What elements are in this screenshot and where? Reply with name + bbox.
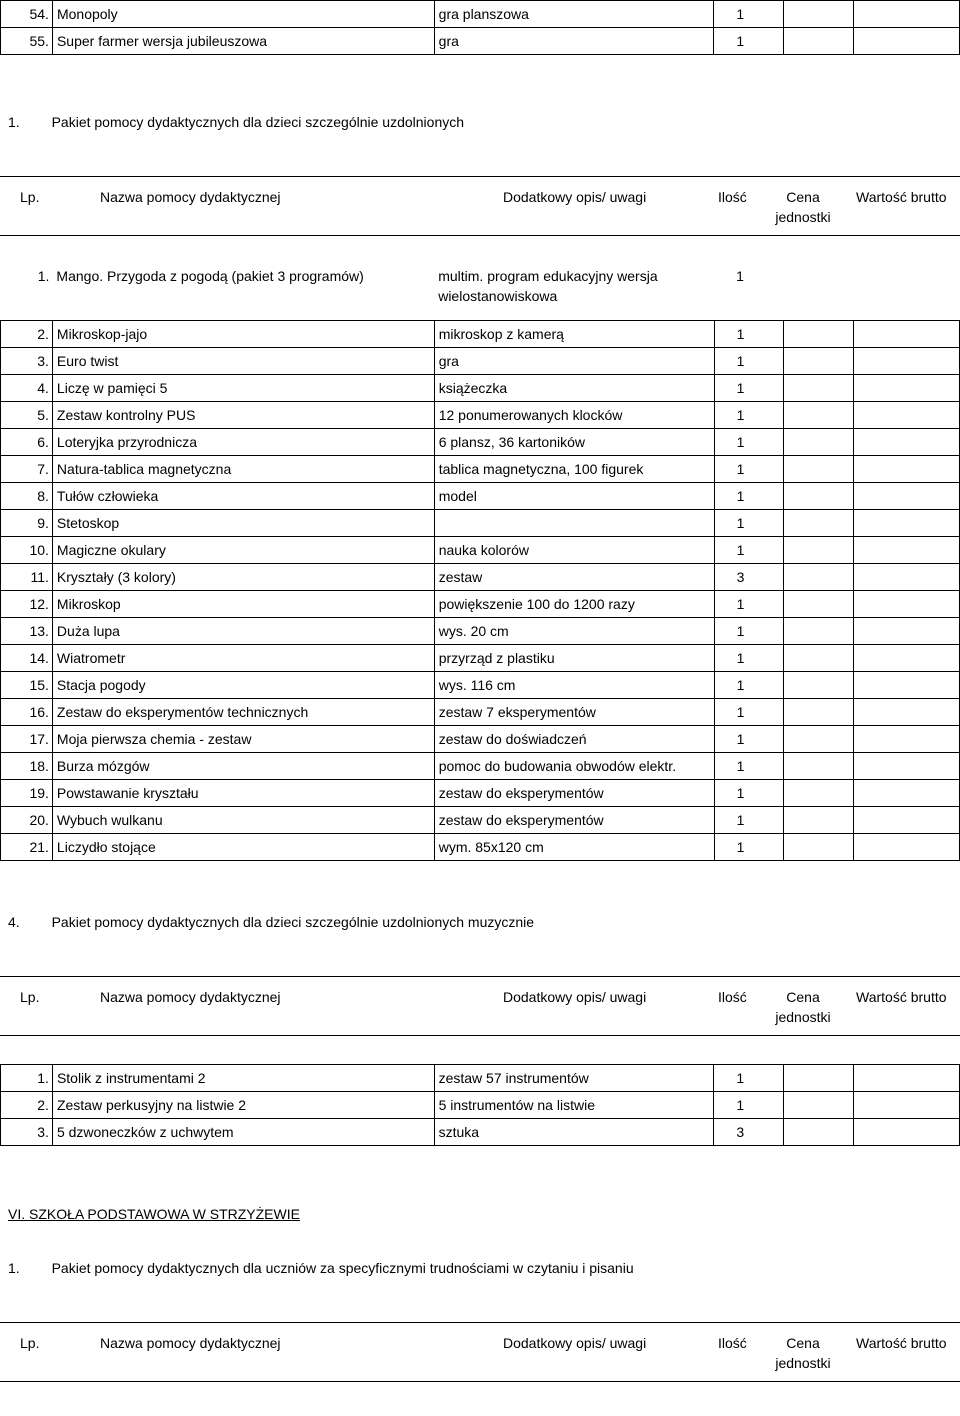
row-name: Tułów człowieka [52,483,434,510]
row-price [784,28,854,55]
row-desc: przyrząd z plastiku [434,645,714,672]
row-lp: 20. [1,807,53,834]
row-qty: 1 [714,807,784,834]
table-row [1,1,960,28]
table-row [1,375,960,402]
row-name: Mikroskop [52,591,434,618]
row-qty: 1 [714,537,784,564]
row-price [784,726,854,753]
table-row [1,402,960,429]
row-name: Natura-tablica magnetyczna [52,456,434,483]
header-name: Nazwa pomocy dydaktycznej [100,189,281,205]
section-text: Pakiet pomocy dydaktycznych dla dzieci szczególnie uzdolnionych [51,114,465,130]
table-row [1,483,960,510]
header-lp: Lp. [20,1335,40,1351]
row-price [784,645,854,672]
row-value [854,780,960,807]
row-lp: 7. [1,456,53,483]
row-lp: 54. [1,1,53,28]
row-value [854,591,960,618]
row-lp: 12. [1,591,53,618]
row-lp: 17. [1,726,53,753]
row-lp: 2. [1,321,53,348]
header-value: Wartość brutto [856,989,947,1005]
header-name: Nazwa pomocy dydaktycznej [100,989,281,1005]
row-value [854,834,960,861]
row-lp: 3. [1,348,53,375]
row-price [784,672,854,699]
table-row [1,429,960,456]
row-name: Stetoskop [52,510,434,537]
row-qty: 1 [714,28,784,55]
table-row [1,645,960,672]
row-desc: mikroskop z kamerą [434,321,714,348]
row-price [784,564,854,591]
row-desc: książeczka [434,375,714,402]
row-name: Wiatrometr [52,645,434,672]
table-row [1,780,960,807]
table-row [1,28,960,55]
row-price [784,348,854,375]
row-qty: 1 [714,402,784,429]
header-price: Cena jednostki [775,189,831,225]
row-price [784,375,854,402]
row-lp: 9. [1,510,53,537]
row-desc: sztuka [434,1119,714,1146]
table-header [0,1322,960,1382]
header-desc: Dodatkowy opis/ uwagi [503,189,647,205]
section-title [8,112,464,132]
row-lp: 19. [1,780,53,807]
row-name: 5 dzwoneczków z uchwytem [52,1119,434,1146]
row-value [854,348,960,375]
section-text: Pakiet pomocy dydaktycznych dla dzieci szczególnie uzdolnionych muzycznie [51,914,535,930]
row-value [854,262,960,321]
row-desc: zestaw do eksperymentów [434,780,714,807]
header-lp: Lp. [20,189,40,205]
row-desc: pomoc do budowania obwodów elektr. [434,753,714,780]
row-price [784,753,854,780]
row-qty: 1 [714,780,784,807]
header-lp: Lp. [20,989,40,1005]
header-qty: Ilość [718,189,747,205]
row-desc: zestaw do doświadczeń [434,726,714,753]
row-desc: wym. 85x120 cm [434,834,714,861]
row-value [854,429,960,456]
row-lp: 6. [1,429,53,456]
table-row [1,672,960,699]
row-value [854,618,960,645]
row-qty: 1 [714,510,784,537]
row-qty: 1 [714,645,784,672]
table-row [1,456,960,483]
row-qty: 1 [714,1092,784,1119]
row-price [784,780,854,807]
header-qty: Ilość [718,1335,747,1351]
row-qty: 1 [714,591,784,618]
top-rows-table [0,0,960,55]
row-price [784,262,854,321]
section-number: 1. [8,1260,20,1276]
row-qty: 1 [736,268,744,284]
row-lp: 13. [1,618,53,645]
row-name: Magiczne okulary [52,537,434,564]
row-name: Super farmer wersja jubileuszowa [52,28,434,55]
row-price [784,1119,854,1146]
row-desc: gra [434,28,714,55]
row-lp: 15. [1,672,53,699]
section-number: 1. [8,114,20,130]
row-qty: 1 [714,1065,784,1092]
table-row [1,510,960,537]
table-row [1,618,960,645]
table-row [1,348,960,375]
school-heading: VI. SZKOŁA PODSTAWOWA W STRZYŻEWIE [8,1206,300,1222]
header-value: Wartość brutto [856,1335,947,1351]
row-desc: gra planszowa [434,1,714,28]
row-value [854,28,960,55]
row-price [784,807,854,834]
row-value [854,1,960,28]
header-name: Nazwa pomocy dydaktycznej [100,1335,281,1351]
row-lp: 1. [37,268,50,284]
row-value [854,321,960,348]
row-lp: 10. [1,537,53,564]
row-value [854,564,960,591]
row-name: Moja pierwsza chemia - zestaw [52,726,434,753]
table-row [1,1119,960,1146]
row-value [854,1092,960,1119]
row-desc: gra [434,348,714,375]
row-price [784,834,854,861]
row-qty: 1 [714,456,784,483]
table-row [1,1065,960,1092]
row-price [784,1,854,28]
row-value [854,807,960,834]
row-lp: 14. [1,645,53,672]
row-name: Wybuch wulkanu [52,807,434,834]
row-price [784,1092,854,1119]
section-title [8,912,534,932]
header-qty: Ilość [718,989,747,1005]
row-name: Loteryjka przyrodnicza [52,429,434,456]
row-value [854,699,960,726]
row-qty: 1 [714,375,784,402]
row-name: Duża lupa [52,618,434,645]
row-name: Kryształy (3 kolory) [52,564,434,591]
row-lp: 1. [1,1065,53,1092]
row-desc: powiększenie 100 do 1200 razy [434,591,714,618]
section-title [8,1258,634,1278]
row-lp: 3. [1,1119,53,1146]
table-row [1,753,960,780]
row-value [854,402,960,429]
row-qty: 1 [714,321,784,348]
row-name: Zestaw do eksperymentów technicznych [52,699,434,726]
row-lp: 8. [1,483,53,510]
table-header [0,176,960,236]
row-desc: multim. program edukacyjny wersja wielostanowiskowa [438,268,658,304]
section-text: Pakiet pomocy dydaktycznych dla uczniów za specyficznymi trudnościami w czytaniu i pisaniu [51,1260,634,1276]
row-desc: wys. 20 cm [434,618,714,645]
row-value [854,510,960,537]
row-price [784,429,854,456]
row-qty: 1 [714,726,784,753]
row-desc: zestaw [434,564,714,591]
row-name: Mango. Przygoda z pogodą (pakiet 3 programów) [56,268,364,284]
row-qty: 1 [714,429,784,456]
header-price: Cena jednostki [775,989,831,1025]
row-qty: 1 [714,834,784,861]
row-name: Zestaw perkusyjny na listwie 2 [52,1092,434,1119]
row-name: Stacja pogody [52,672,434,699]
row-qty: 1 [714,753,784,780]
row-value [854,456,960,483]
table-row [1,1092,960,1119]
row-qty: 1 [714,672,784,699]
row-value [854,753,960,780]
row-desc: model [434,483,714,510]
header-price: Cena jednostki [775,1335,831,1371]
row-price [784,321,854,348]
table-row [1,537,960,564]
row-price [784,537,854,564]
row-value [854,375,960,402]
table-header [0,976,960,1036]
row-qty: 1 [714,348,784,375]
row-qty: 1 [714,699,784,726]
items-table [0,1064,960,1146]
row-qty: 1 [714,618,784,645]
header-value: Wartość brutto [856,189,947,205]
row-qty: 3 [714,1119,784,1146]
items-table [0,262,960,861]
row-desc: zestaw do eksperymentów [434,807,714,834]
row-lp: 2. [1,1092,53,1119]
row-price [784,699,854,726]
row-name: Euro twist [52,348,434,375]
row-name: Burza mózgów [52,753,434,780]
row-name: Mikroskop-jajo [52,321,434,348]
table-row [1,321,960,348]
row-price [784,1065,854,1092]
row-desc: wys. 116 cm [434,672,714,699]
row-desc: nauka kolorów [434,537,714,564]
row-lp: 11. [1,564,53,591]
table-row [1,834,960,861]
row-name: Liczę w pamięci 5 [52,375,434,402]
table-row [1,564,960,591]
table-row [1,807,960,834]
row-qty: 3 [714,564,784,591]
section-number: 4. [8,914,20,930]
row-value [854,645,960,672]
row-value [854,537,960,564]
table-row [1,726,960,753]
row-desc [434,510,714,537]
row-qty: 1 [714,483,784,510]
row-desc: 5 instrumentów na listwie [434,1092,714,1119]
row-value [854,483,960,510]
row-desc: zestaw 7 eksperymentów [434,699,714,726]
row-value [854,672,960,699]
row-name: Powstawanie kryształu [52,780,434,807]
header-desc: Dodatkowy opis/ uwagi [503,1335,647,1351]
row-desc: 12 ponumerowanych klocków [434,402,714,429]
row-price [784,483,854,510]
row-name: Monopoly [52,1,434,28]
row-value [854,1119,960,1146]
row-value [854,726,960,753]
row-value [854,1065,960,1092]
row-price [784,510,854,537]
row-lp: 18. [1,753,53,780]
table-row [1,591,960,618]
row-lp: 21. [1,834,53,861]
table-row [1,262,960,321]
row-lp: 5. [1,402,53,429]
row-desc: tablica magnetyczna, 100 figurek [434,456,714,483]
row-lp: 4. [1,375,53,402]
row-name: Liczydło stojące [52,834,434,861]
row-lp: 16. [1,699,53,726]
table-row [1,699,960,726]
row-desc: zestaw 57 instrumentów [434,1065,714,1092]
row-lp: 55. [1,28,53,55]
row-qty: 1 [714,1,784,28]
row-name: Stolik z instrumentami 2 [52,1065,434,1092]
row-price [784,591,854,618]
row-price [784,402,854,429]
row-name: Zestaw kontrolny PUS [52,402,434,429]
header-desc: Dodatkowy opis/ uwagi [503,989,647,1005]
row-desc: 6 plansz, 36 kartoników [434,429,714,456]
row-price [784,618,854,645]
row-price [784,456,854,483]
